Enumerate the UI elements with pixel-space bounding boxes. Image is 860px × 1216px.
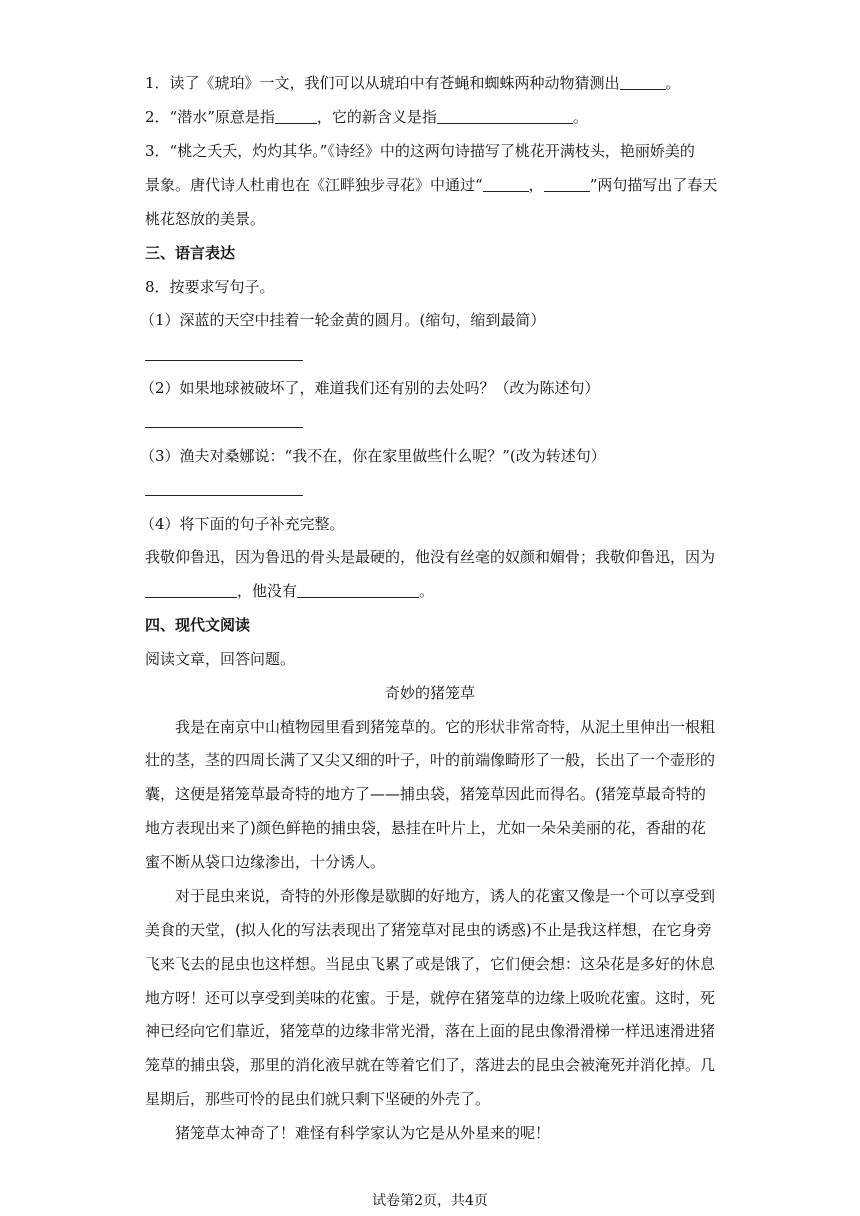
passage-line: 星期后，那些可怜的昆虫们就只剩下坚硬的外壳了。 [145,1090,491,1108]
question-3-line-1: 3．“桃之夭夭，灼灼其华。”《诗经》中的这两句诗描写了桃花开满枝头，艳丽娇美的 [145,142,695,160]
q2-blank-1[interactable] [275,109,317,124]
q8-sub-2: （2）如果地球被破坏了，难道我们还有别的去处吗？（改为陈述句） [140,379,600,397]
q8-sub-3: （3）渔夫对桑娜说：“我不在，你在家里做些什么呢？”(改为转述句） [140,447,606,465]
passage-line: 对于昆虫来说，奇特的外形像是歇脚的好地方，诱人的花蜜又像是一个可以享受到 [145,887,716,905]
q8-intro: 8．按要求写句子。 [145,278,275,296]
passage-line: 神已经向它们靠近，猪笼草的边缘非常光滑，落在上面的昆虫像滑滑梯一样迅速滑进猪 [145,1022,716,1040]
section-3-heading: 三、语言表达 [145,244,236,262]
q8-sub-4-line-1: 我敬仰鲁迅，因为鲁迅的骨头是最硬的，他没有丝毫的奴颜和媚骨；我敬仰鲁迅，因为 [145,548,716,566]
passage-line: 壮的茎，茎的四周长满了又尖又细的叶子，叶的前端像畸形了一般，长出了一个壶形的 [145,751,716,769]
passage-title: 奇妙的猪笼草 [384,684,475,702]
q2-blank-2[interactable] [437,109,573,124]
q8-answer-line-1[interactable] [145,360,303,361]
question-2: 2．“潜水”原意是指 ，它的新含义是指 。 [145,108,588,126]
question-3-line-3: 桃花怒放的美景。 [145,210,266,228]
section-4-heading: 四、现代文阅读 [145,616,251,634]
q8-sub-1: （1）深蓝的天空中挂着一轮金黄的圆月。(缩句，缩到最简） [140,311,546,329]
question-3-line-2: 景象。唐代诗人杜甫也在《江畔独步寻花》中通过“ ， ”两句描写出了春天 [145,176,718,194]
q8-s4-blank-2[interactable] [297,583,419,598]
q8-sub-4-line-2: ，他没有 。 [145,581,745,601]
passage-line: 笼草的捕虫袋，那里的消化液早就在等着它们了，落进去的昆虫会被淹死并消化掉。几 [145,1056,716,1074]
passage-line: 我是在南京中山植物园里看到猪笼草的。它的形状非常奇特，从泥土里伸出一根粗 [145,718,716,736]
q8-answer-line-2[interactable] [145,427,303,428]
passage-line: 蜜不断从袋口边缘渗出，十分诱人。 [145,853,386,871]
q1-text: 1．读了《琥珀》一文，我们可以从琥珀中有苍蝇和蜘蛛两种动物猜测出 [145,74,620,92]
passage-line: 囊，这便是猪笼草最奇特的地方了——捕虫袋，猪笼草因此而得名。(猪笼草最奇特的 [145,785,706,803]
q8-sub-4: （4）将下面的句子补充完整。 [140,515,345,533]
passage-line: 飞来飞去的昆虫也这样想。当昆虫飞累了或是饿了，它们便会想：这朵花是多好的休息 [145,955,716,973]
passage-line: 猪笼草太神奇了！难怪有科学家认为它是从外星来的呢！ [145,1124,551,1142]
q3-blank-1[interactable] [483,177,529,192]
reading-instruction: 阅读文章，回答问题。 [145,650,296,668]
passage-line: 美食的天堂，(拟人化的写法表现出了猪笼草对昆虫的诱惑)不止是我这样想，在它身旁 [145,921,712,939]
q8-answer-line-3[interactable] [145,495,303,496]
q3-blank-2[interactable] [544,177,590,192]
question-1: 1．读了《琥珀》一文，我们可以从琥珀中有苍蝇和蜘蛛两种动物猜测出 。 [145,74,681,92]
q8-s4-blank-1[interactable] [145,583,237,598]
passage-line: 地方表现出来了)颜色鲜艳的捕虫袋，悬挂在叶片上，尤如一朵朵美丽的花，香甜的花 [145,819,706,837]
passage-line: 地方呀！还可以享受到美味的花蜜。于是，就停在猪笼草的边缘上吸吮花蜜。这时，死 [145,989,716,1007]
page-footer: 试卷第2页，共4页 [372,1193,488,1209]
q1-answer-blank[interactable] [620,75,666,90]
